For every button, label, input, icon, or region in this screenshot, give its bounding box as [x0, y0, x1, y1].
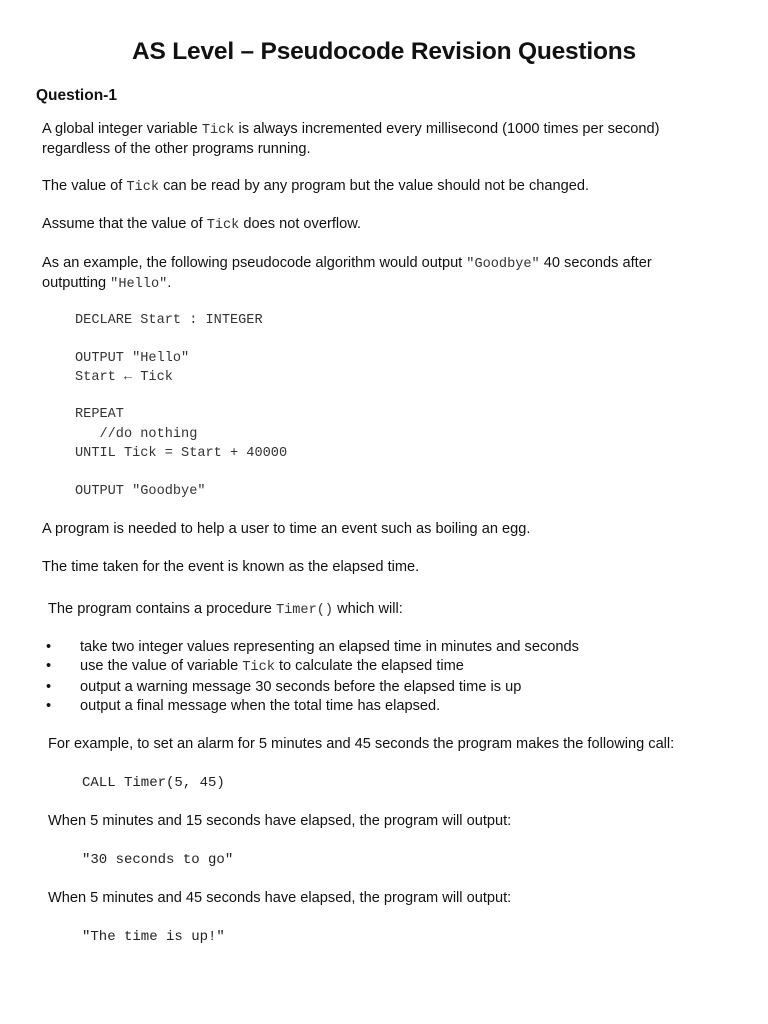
inline-code-tick: Tick [126, 180, 160, 195]
paragraph-tick-intro: A global integer variable Tick is always incremented every millisecond (1000 times per second) regardless of the other programs running. [42, 121, 660, 157]
inline-code-timer: Timer() [275, 603, 334, 618]
list-item: • output a warning message 30 seconds before the elapsed time is up [46, 678, 579, 697]
paragraph-elapsed-time: The time taken for the event is known as the elapsed time. [42, 559, 420, 575]
code-line: DECLARE Start : INTEGER [75, 313, 263, 328]
bullet-marker: • [46, 639, 52, 655]
code-line: OUTPUT "Goodbye" [75, 484, 206, 499]
paragraph-example: As an example, the following pseudocode algorithm would output "Goodbye" 40 seconds after outputting "Hello". [42, 255, 652, 292]
paragraph-example-call: For example, to set an alarm for 5 minutes and 45 seconds the program makes the following call: [48, 736, 675, 752]
bullet-marker: • [46, 658, 52, 675]
inline-code-tick: Tick [206, 218, 240, 233]
code-line: Start ← Tick [75, 370, 173, 385]
code-line: REPEAT [75, 407, 124, 422]
inline-code-tick: Tick [242, 660, 275, 676]
paragraph-final-output: When 5 minutes and 45 seconds have elapsed, the program will output: [48, 890, 512, 906]
bullet-marker: • [46, 678, 52, 695]
call-code: CALL Timer(5, 45) [82, 775, 225, 791]
paragraph-warning-output: When 5 minutes and 15 seconds have elapsed, the program will output: [48, 813, 512, 829]
paragraph-program-need: A program is needed to help a user to time an event such as boiling an egg. [42, 521, 531, 537]
list-item: • use the value of variable Tick to calculate the elapsed time [46, 658, 464, 676]
warning-output-code: "30 seconds to go" [82, 852, 234, 868]
inline-code-goodbye: "Goodbye" [466, 257, 540, 272]
list-item: • output a final message when the total time has elapsed. [46, 697, 579, 716]
final-output-code: "The time is up!" [82, 929, 225, 945]
bullet-marker: • [46, 697, 52, 714]
paragraph-tick-readonly: The value of Tick can be read by any program but the value should not be changed. [42, 178, 590, 195]
inline-code-hello: "Hello" [110, 277, 168, 292]
code-line: OUTPUT "Hello" [75, 351, 190, 366]
question-heading: Question-1 [36, 87, 117, 104]
code-line: UNTIL Tick = Start + 40000 [75, 446, 288, 461]
paragraph-timer-procedure: The program contains a procedure Timer() which will: [48, 601, 403, 618]
requirements-list [46, 638, 579, 716]
code-line: //do nothing [75, 427, 198, 442]
paragraph-tick-overflow: Assume that the value of Tick does not overflow. [42, 216, 362, 233]
inline-code-tick: Tick [201, 123, 235, 138]
page-title: AS Level – Pseudocode Revision Questions [132, 38, 636, 65]
list-item: • take two integer values representing an elapsed time in minutes and seconds [46, 638, 579, 657]
